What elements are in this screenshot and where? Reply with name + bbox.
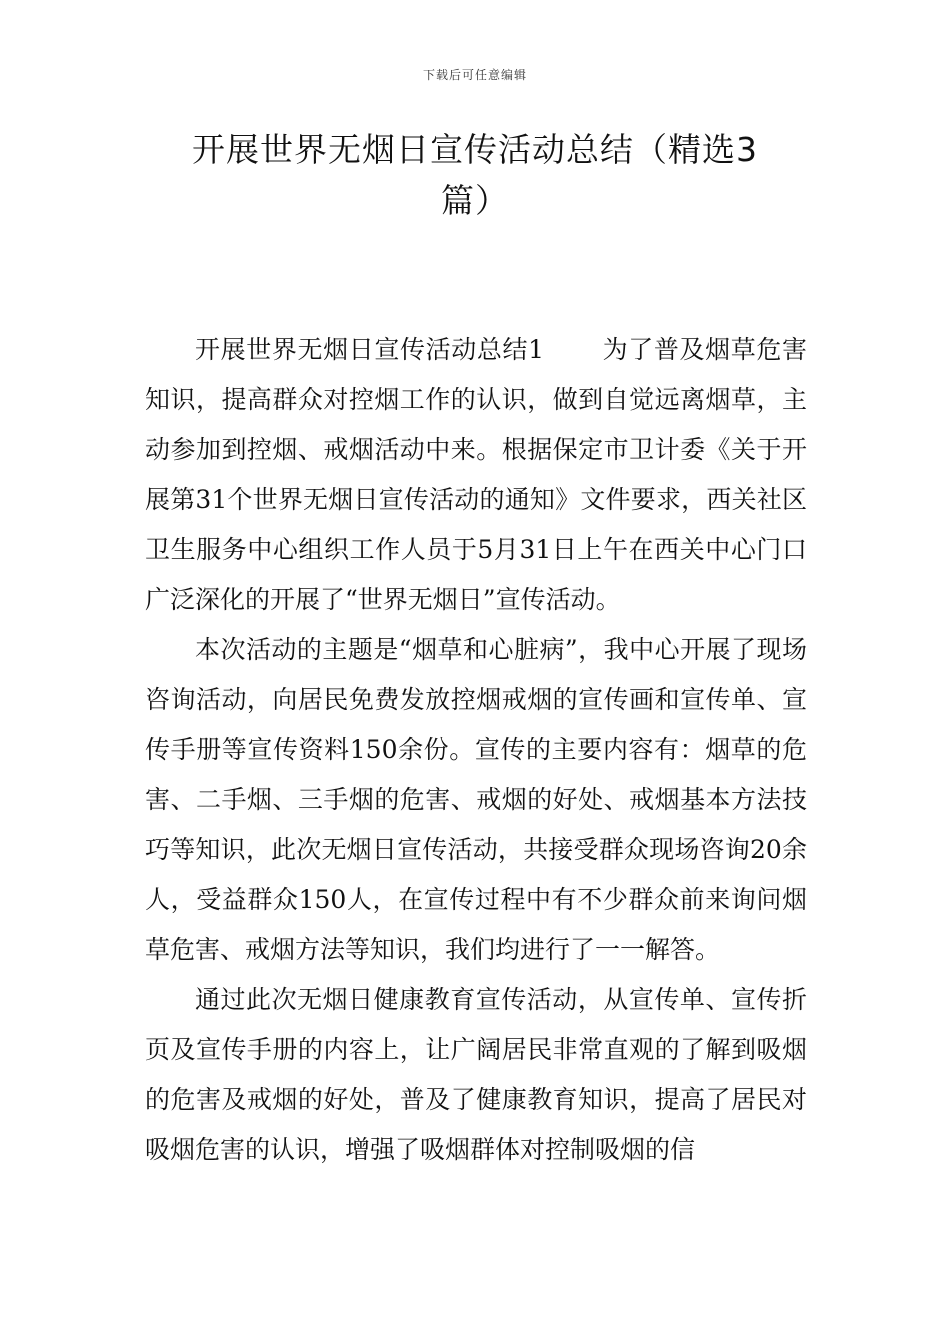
paragraph-2: 本次活动的主题是“烟草和心脏病”，我中心开展了现场咨询活动，向居民免费发放控烟戒烟的宣传画和宣传单、宣传手册等宣传资料150余份。宣传的主要内容有：烟草的危害、二手烟、三手烟的危害、戒烟的好处、戒烟基本方法技巧等知识，此次无烟日宣传活动，共接受群众现场咨询20余人，受益群众150人，在宣传过程中有不少群众前来询问烟草危害、戒烟方法等知识，我们均进行了一一解答。 bbox=[145, 635, 807, 964]
header-note: 下载后可任意编辑 bbox=[422, 68, 527, 82]
section-heading: 开展世界无烟日宣传活动总结1 bbox=[195, 335, 544, 364]
paragraph-1 bbox=[145, 325, 807, 625]
document-title: 开展世界无烟日宣传活动总结（精选3篇） bbox=[192, 130, 758, 220]
paragraph-3: 通过此次无烟日健康教育宣传活动，从宣传单、宣传折页及宣传手册的内容上，让广阔居民非常直观的了解到吸烟的危害及戒烟的好处，普及了健康教育知识，提高了居民对吸烟危害的认识，增强了吸烟群体对控制吸烟的信 bbox=[145, 985, 807, 1164]
document-body bbox=[145, 325, 807, 1175]
paragraph-1-text: 为了普及烟草危害知识，提高群众对控烟工作的认识，做到自觉远离烟草，主动参加到控烟、戒烟活动中来。根据保定市卫计委《关于开展第31个世界无烟日宣传活动的通知》文件要求，西关社区卫生服务中心组织工作人员于5月31日上午在西关中心门口广泛深化的开展了“世界无烟日”宣传活动。 bbox=[145, 335, 807, 614]
